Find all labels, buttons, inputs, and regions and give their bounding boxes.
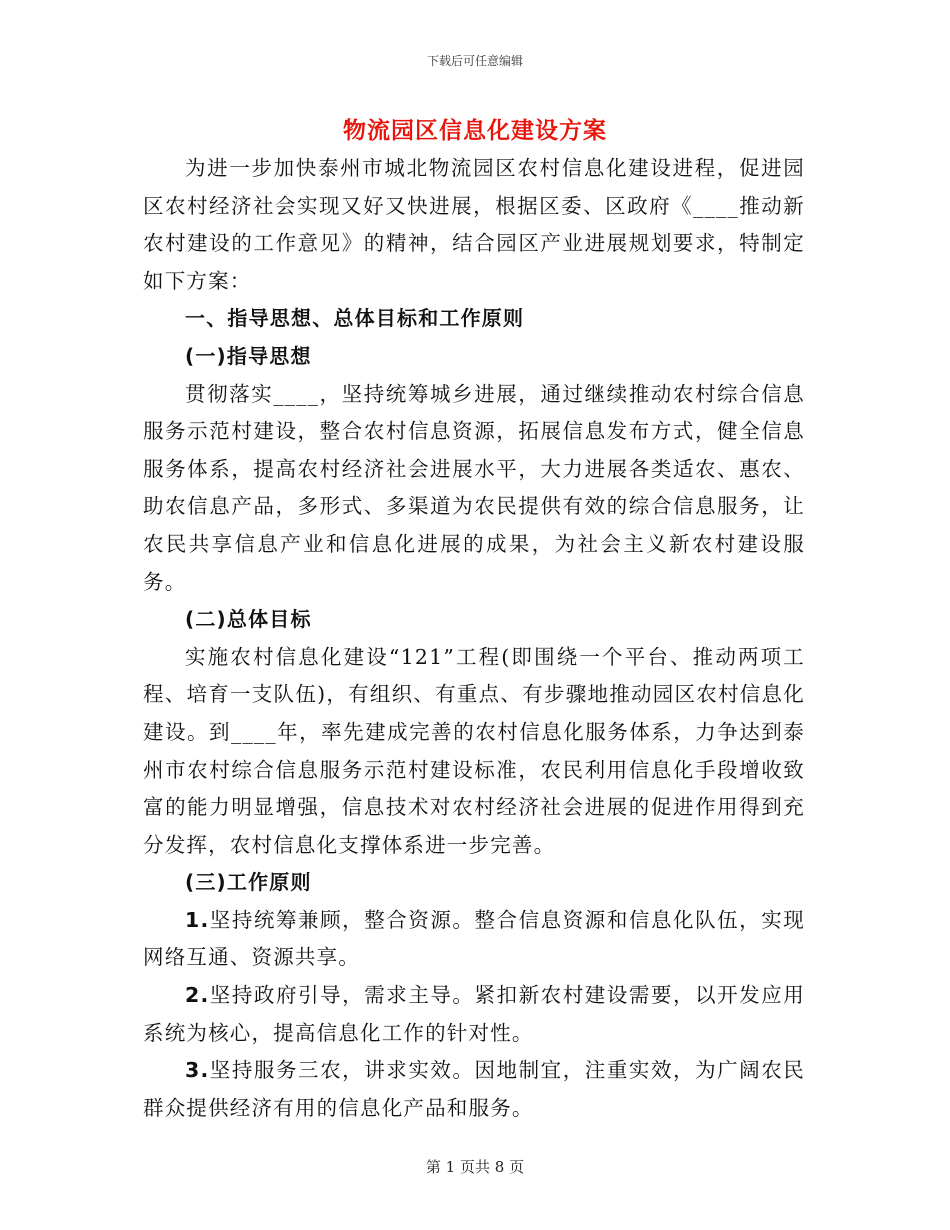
header-note: 下载后可任意编辑 bbox=[426, 54, 523, 68]
subsection-heading-overall-goal: (二)总体目标 bbox=[185, 607, 312, 632]
subsection-heading-guiding-thought: (一)指导思想 bbox=[185, 343, 312, 368]
intro-paragraph: 为进一步加快泰州市城北物流园区农村信息化建设进程，促进园区农村经济社会实现又好又快进展，根据区委、区政府《____推动新农村建设的工作意见》的精神，结合园区产业进展规划要求，特制定如下方案： bbox=[143, 156, 805, 293]
principle-item-3 bbox=[143, 1052, 805, 1127]
principle-number-2: 2. bbox=[185, 983, 210, 1008]
overall-goal-paragraph: 实施农村信息化建设“121”工程(即围绕一个平台、推动两项工程、培育一支队伍)，有组织、有重点、有步骤地推动园区农村信息化建设。到____年，率先建成完善的农村信息化服务体系，力争达到泰州市农村综合信息服务示范村建设标准，农民利用信息化手段增收致富的能力明显增强，信息技术对农村经济社会进展的促进作用得到充分发挥，农村信息化支撑体系进一步完善。 bbox=[143, 644, 805, 857]
guiding-thought-paragraph: 贯彻落实____，坚持统筹城乡进展，通过继续推动农村综合信息服务示范村建设，整合农村信息资源，拓展信息发布方式，健全信息服务体系，提高农村经济社会进展水平，大力进展各类适农、惠农、助农信息产品，多形式、多渠道为农民提供有效的综合信息服务，让农民共享信息产业和信息化进展的成果，为社会主义新农村建设服务。 bbox=[143, 381, 805, 594]
page-footer: 第 1 页共 8 页 bbox=[425, 1158, 525, 1176]
principle-text-2: 坚持政府引导，需求主导。紧扣新农村建设需要，以开发应用系统为核心，提高信息化工作的针对性。 bbox=[143, 983, 805, 1045]
principle-number-1: 1. bbox=[185, 907, 210, 932]
principle-text-1: 坚持统筹兼顾，整合资源。整合信息资源和信息化队伍，实现网络互通、资源共享。 bbox=[143, 907, 805, 970]
document-title: 物流园区信息化建设方案 bbox=[343, 118, 607, 144]
subsection-heading-work-principles: (三)工作原则 bbox=[185, 870, 312, 895]
principle-number-3: 3. bbox=[185, 1058, 210, 1083]
principle-item-1 bbox=[143, 902, 805, 977]
principle-item-2 bbox=[143, 977, 805, 1052]
section-heading-1: 一、指导思想、总体目标和工作原则 bbox=[185, 306, 525, 331]
document-body bbox=[143, 150, 805, 1127]
principle-text-3: 坚持服务三农，讲求实效。因地制宜，注重实效，为广阔农民群众提供经济有用的信息化产品和服务。 bbox=[143, 1058, 805, 1120]
